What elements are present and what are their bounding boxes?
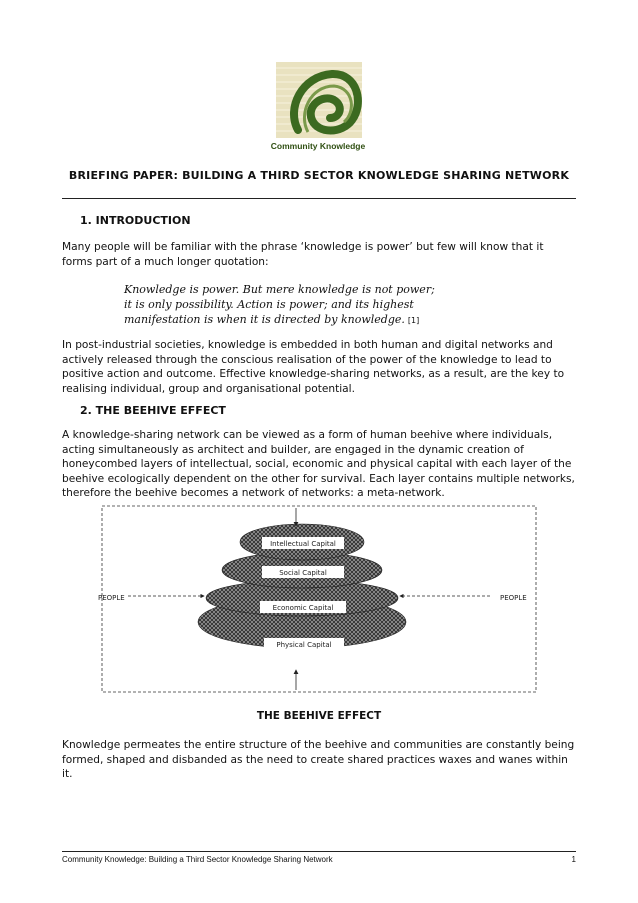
quotation-block (124, 282, 454, 328)
footer-divider (62, 851, 576, 852)
layer-label-economic: Economic Capital (272, 604, 334, 612)
figure-caption: THE BEEHIVE EFFECT (256, 710, 382, 722)
intro-paragraph-2: In post-industrial societies, knowledge is embedded in both human and digital networks and actively released through the conscious realisation of the power of the knowledge to lead to positive action and outcome. Effective knowledge-sharing networks, as a result, are the key to realising individual, group and organisational potential. (62, 339, 565, 395)
quote-line-3 (124, 312, 454, 328)
quote-line-3-text: manifestation is when it is directed by knowledge. (124, 313, 405, 326)
quote-reference: [1] (407, 316, 420, 325)
quote-line-1: Knowledge is power. But mere knowledge is not power; (124, 283, 435, 296)
section-heading-beehive: 2. THE BEEHIVE EFFECT (80, 404, 226, 417)
beehive-paragraph-2: Knowledge permeates the entire structure of the beehive and communities are constantly being formed, shaped and disbanded as the need to create shared practices waxes and wanes within it. (62, 739, 575, 781)
layer-label-physical: Physical Capital (276, 641, 332, 649)
people-label-left: PEOPLE (98, 594, 125, 602)
footer-text: Community Knowledge: Building a Third Sector Knowledge Sharing Network (62, 855, 333, 864)
beehive-diagram (96, 504, 542, 694)
page-number: 1 (571, 855, 576, 864)
intro-paragraph-1: Many people will be familiar with the phrase ‘knowledge is power’ but few will know that it forms part of a much longer quotation: (62, 241, 544, 268)
section-heading-introduction: 1. INTRODUCTION (80, 214, 191, 227)
title-divider (62, 198, 576, 199)
people-label-right: PEOPLE (500, 594, 527, 602)
quote-line-2: it is only possibility. Action is power; and its highest (124, 298, 414, 311)
layer-label-social: Social Capital (279, 569, 327, 577)
document-title: BRIEFING PAPER: BUILDING A THIRD SECTOR KNOWLEDGE SHARING NETWORK (68, 169, 570, 182)
beehive-paragraph-1: A knowledge-sharing network can be viewed as a form of human beehive where individuals, acting simultaneously as architect and builder, are engaged in the dynamic creation of honeycombed layers of intellectual, social, economic and physical capital with each layer of the beehive ecologically dependent on the other for survival. Each layer contains multiple networks, therefore the beehive becomes a network of networks: a meta-network. (62, 429, 575, 500)
logo-text: Community Knowledge (270, 141, 366, 151)
layer-label-intellectual: Intellectual Capital (270, 540, 336, 548)
